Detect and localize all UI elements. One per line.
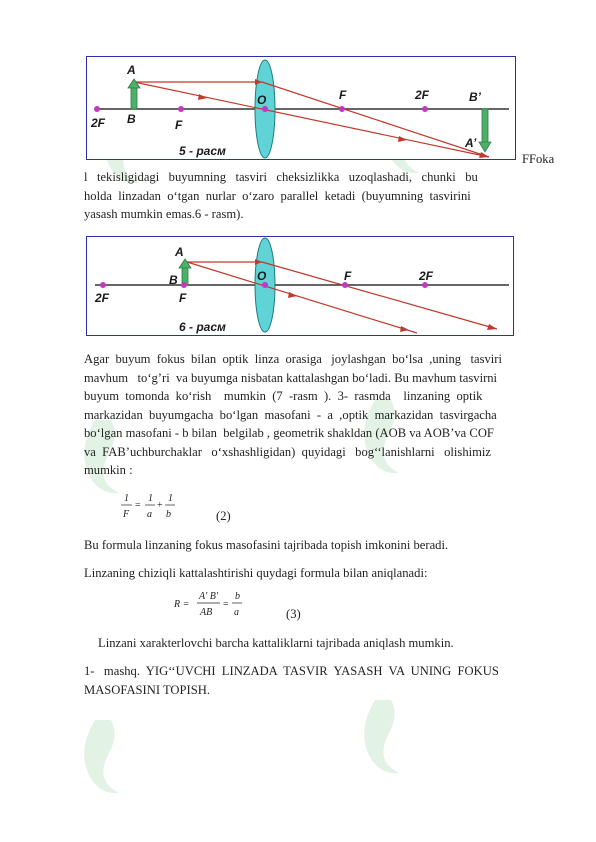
label-F-left: F: [175, 118, 183, 132]
p2-line-2: mavhum to‘g’ri va buyumga nisbatan kattalashgan bo‘ladi. Bu mavhum tasvirni: [84, 370, 498, 385]
f3-den2: a: [234, 607, 239, 618]
p2-line-6: va FAB’uchburchaklar o‘xshashligidan) quyidagi bog‘‘lanishlarni olishimiz: [84, 444, 491, 459]
p1-line-3: yasash mumkin emas.6 - rasm).: [84, 207, 244, 221]
f2-lhs-den: F: [123, 509, 130, 520]
figure-6-diagram: [87, 237, 515, 337]
formula-2: [118, 490, 288, 524]
formula-3: [172, 588, 282, 622]
label-B: B: [169, 273, 178, 287]
figure-5-diagram: [87, 57, 517, 161]
p2-line-7: mumkin :: [84, 463, 133, 477]
label-F-left: F: [179, 291, 187, 305]
f3-den1: AB: [200, 607, 213, 618]
label-B: B: [127, 112, 136, 126]
paragraph-3: Bu formula linzaning fokus masofasini tajribada topish imkonini beradi.: [84, 538, 449, 552]
formula-3-number: (3): [286, 607, 301, 621]
f2-eq: =: [135, 500, 141, 511]
p2-line-4: markazidan buyumgacha bo‘lgan masofani - a ,optik markazidan tasvirgacha: [84, 407, 497, 422]
label-A: A: [175, 245, 184, 259]
figure-6-caption: 6 - расм: [179, 320, 226, 334]
paragraph-1: [84, 168, 554, 224]
p2-line-1: Agar buyum fokus bilan optik linza orasiga joylashgan bo‘lsa ,uning tasviri: [84, 352, 502, 366]
figure-6: [86, 236, 514, 336]
formula-2-number: (2): [216, 509, 231, 523]
p1-line-2: holda linzadan o‘tgan nurlar o‘zaro parallel ketadi (buyumning tasvirini: [84, 188, 471, 203]
image-arrow: [482, 109, 488, 143]
label-2F-left: 2F: [95, 291, 110, 305]
figure-5-caption: 5 - расм: [179, 144, 226, 158]
paragraph-5: Linzani xarakterlovchi barcha kattaliklarni tajribada aniqlash mumkin.: [98, 636, 454, 650]
f2-lhs-num: 1: [124, 493, 129, 504]
p6-line-2: MASOFASINI TOPISH.: [84, 682, 210, 697]
f3-lhs: R =: [174, 599, 190, 610]
figure-5: [86, 56, 516, 160]
p2-line-5: bo‘lgan masofani - b bilan belgilab , geometrik shakldan (AOB va AOB’va COF: [84, 426, 494, 440]
object-arrow: [131, 87, 137, 109]
p2-line-3: buyum tomonda ko‘rish mumkin (7 -rasm ). 3- rasmda linzaning optik: [84, 389, 483, 403]
paragraph-4: Linzaning chiziqli kattalashtirishi quydagi formula bilan aniqlanadi:: [84, 566, 428, 580]
f2-t1-num: 1: [148, 493, 153, 504]
label-O: O: [257, 269, 267, 283]
paragraph-2: [84, 350, 554, 480]
f3-num1: A' B': [199, 591, 218, 602]
label-2F-right: 2F: [419, 269, 434, 283]
label-A-prime: A’: [465, 136, 477, 150]
label-O: O: [257, 93, 267, 107]
label-2F-right: 2F: [415, 88, 430, 102]
side-text: FFoka: [522, 152, 555, 166]
p1-line-1: l tekisligidagi buyumning tasviri cheksizlikka uzoqlashadi, chunki bu: [84, 170, 478, 184]
paragraph-6: [84, 662, 554, 699]
f3-eq: =: [223, 599, 229, 610]
label-F-right: F: [339, 88, 347, 102]
f2-plus: +: [157, 500, 163, 511]
label-B-prime: B’: [469, 90, 481, 104]
label-F-right: F: [344, 269, 352, 283]
label-2F-left: 2F: [91, 116, 106, 130]
f2-t2-num: 1: [168, 493, 173, 504]
f2-t2-den: b: [166, 509, 171, 520]
p6-line-1: 1- mashq. YIG‘‘UVCHI LINZADA TASVIR YASASH VA UNING FOKUS: [84, 664, 499, 678]
label-A: A: [127, 63, 136, 77]
f2-t1-den: a: [147, 509, 152, 520]
f3-num2: b: [235, 591, 240, 602]
